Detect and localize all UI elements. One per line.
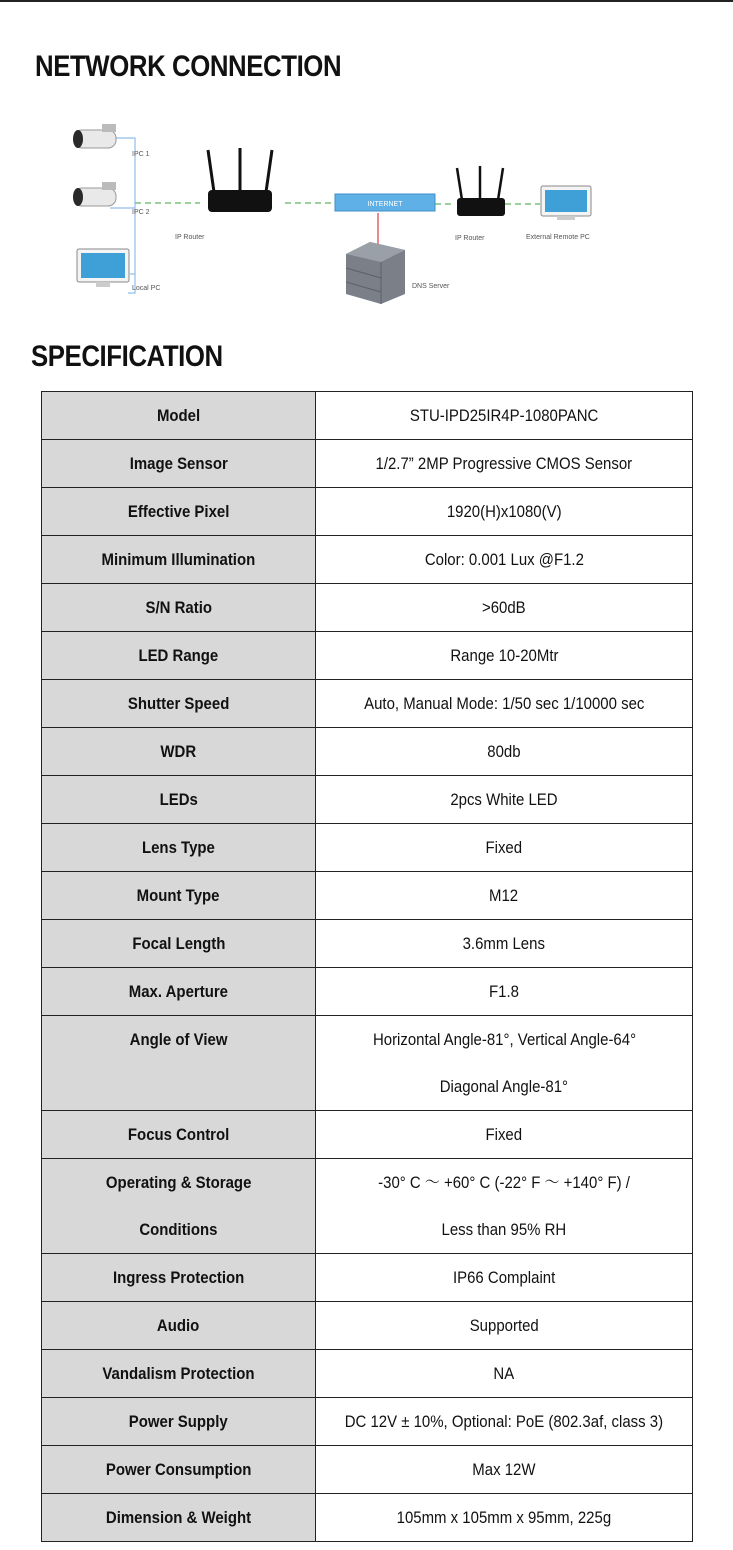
specification-table — [41, 391, 693, 1542]
spec-value: Max 12W — [472, 1460, 536, 1479]
spec-row — [42, 392, 693, 440]
dns-server-icon — [346, 242, 405, 304]
spec-value: 1/2.7” 2MP Progressive CMOS Sensor — [375, 454, 633, 473]
spec-value-cell — [316, 1111, 693, 1159]
local-pc-icon — [77, 249, 129, 287]
router-2-icon — [457, 166, 505, 216]
spec-value-cell — [316, 872, 693, 920]
spec-row — [42, 1494, 693, 1542]
spec-value-cell — [316, 776, 693, 824]
spec-row — [42, 632, 693, 680]
spec-label: Max. Aperture — [128, 982, 229, 1001]
specification-title: SPECIFICATION — [31, 340, 223, 373]
spec-label-line2: Conditions — [139, 1220, 218, 1239]
spec-label-cell — [42, 584, 316, 632]
spec-value-cell — [316, 968, 693, 1016]
network-connection-title: NETWORK CONNECTION — [35, 50, 342, 83]
spec-label: Mount Type — [137, 886, 220, 905]
spec-label-cell — [42, 536, 316, 584]
spec-label: Dimension & Weight — [105, 1508, 252, 1527]
spec-value-cell — [316, 920, 693, 968]
spec-label-cell — [42, 1494, 316, 1542]
router-1-icon — [208, 148, 272, 212]
spec-value: DC 12V ± 10%, Optional: PoE (802.3af, class 3) — [344, 1412, 664, 1431]
spec-row — [42, 776, 693, 824]
spec-label-cell — [42, 1350, 316, 1398]
spec-row — [42, 1350, 693, 1398]
spec-label-cell — [42, 1398, 316, 1446]
internet-label: INTERNET — [367, 201, 403, 208]
spec-value-cell — [316, 1159, 693, 1254]
spec-row — [42, 824, 693, 872]
dns-server-label: DNS Server — [412, 283, 450, 290]
network-diagram — [60, 118, 620, 308]
spec-value-cell — [316, 1494, 693, 1542]
spec-label: LED Range — [138, 646, 219, 665]
spec-label-cell — [42, 632, 316, 680]
spec-row — [42, 920, 693, 968]
spec-label: Model — [156, 406, 201, 425]
spec-label-cell — [42, 1254, 316, 1302]
spec-value-cell — [316, 1446, 693, 1494]
spec-value-cell — [316, 440, 693, 488]
router-1-label: IP Router — [175, 234, 205, 241]
spec-row — [42, 488, 693, 536]
spec-label-cell — [42, 920, 316, 968]
spec-value: Fixed — [485, 838, 523, 857]
spec-value-cell — [316, 680, 693, 728]
spec-row — [42, 1016, 693, 1111]
spec-label-cell — [42, 488, 316, 536]
spec-value: 3.6mm Lens — [462, 934, 546, 953]
spec-value-cell — [316, 584, 693, 632]
spec-value-cell — [316, 728, 693, 776]
spec-value: Fixed — [485, 1125, 523, 1144]
spec-value: Horizontal Angle-81°, Vertical Angle-64° — [372, 1030, 636, 1049]
spec-label-cell — [42, 1159, 316, 1254]
spec-value: F1.8 — [489, 982, 519, 1001]
internet-icon — [335, 194, 435, 211]
spec-value: IP66 Complaint — [452, 1268, 556, 1287]
spec-row — [42, 1254, 693, 1302]
top-rule — [0, 0, 733, 2]
spec-row — [42, 1302, 693, 1350]
external-pc-label: External Remote PC — [526, 234, 590, 241]
spec-row — [42, 680, 693, 728]
spec-value: Supported — [469, 1316, 539, 1335]
spec-value-line2: Diagonal Angle-81° — [439, 1077, 569, 1096]
spec-label: Effective Pixel — [127, 502, 230, 521]
spec-value-cell — [316, 1016, 693, 1111]
spec-row — [42, 1111, 693, 1159]
ipc1-label: IPC 1 — [132, 151, 150, 158]
spec-row — [42, 440, 693, 488]
spec-value-cell — [316, 824, 693, 872]
spec-value: Auto, Manual Mode: 1/50 sec 1/10000 sec — [363, 694, 645, 713]
spec-label-cell — [42, 1302, 316, 1350]
spec-label: Power Supply — [129, 1412, 228, 1431]
spec-value: NA — [493, 1364, 515, 1383]
spec-label: Image Sensor — [129, 454, 228, 473]
spec-label-cell — [42, 680, 316, 728]
spec-value: 1920(H)x1080(V) — [446, 502, 562, 521]
spec-row — [42, 1446, 693, 1494]
external-pc-icon — [541, 186, 591, 220]
spec-label: Vandalism Protection — [102, 1364, 255, 1383]
spec-label: WDR — [160, 742, 197, 761]
spec-row — [42, 872, 693, 920]
spec-label: Focal Length — [131, 934, 226, 953]
spec-value-cell — [316, 1398, 693, 1446]
spec-value: STU-IPD25IR4P-1080PANC — [409, 406, 599, 425]
spec-value-cell — [316, 1254, 693, 1302]
spec-value: Color: 0.001 Lux @F1.2 — [424, 550, 584, 569]
spec-value: 2pcs White LED — [450, 790, 558, 809]
spec-value-cell — [316, 1302, 693, 1350]
spec-label: Audio — [157, 1316, 200, 1335]
spec-row — [42, 1159, 693, 1254]
spec-label-cell — [42, 1016, 316, 1111]
spec-value-line2: Less than 95% RH — [441, 1220, 567, 1239]
ip-camera-1-icon — [73, 124, 116, 148]
spec-label-cell — [42, 776, 316, 824]
ip-camera-2-icon — [73, 182, 116, 206]
spec-value: -30° C ～ +60° C (-22° F ～ +140° F) / — [378, 1173, 630, 1192]
spec-value-cell — [316, 1350, 693, 1398]
spec-row — [42, 1398, 693, 1446]
spec-label: LEDs — [159, 790, 198, 809]
spec-value-cell — [316, 488, 693, 536]
spec-row — [42, 536, 693, 584]
spec-label: Operating & Storage — [105, 1173, 252, 1192]
spec-label: Power Consumption — [105, 1460, 252, 1479]
spec-label: Shutter Speed — [127, 694, 230, 713]
spec-label-cell — [42, 728, 316, 776]
spec-label-cell — [42, 440, 316, 488]
local-pc-label: Local PC — [132, 285, 161, 292]
spec-value: Range 10-20Mtr — [449, 646, 559, 665]
spec-label: Ingress Protection — [112, 1268, 245, 1287]
spec-value: >60dB — [482, 598, 526, 617]
spec-label-cell — [42, 392, 316, 440]
spec-label: Focus Control — [127, 1125, 230, 1144]
spec-value-cell — [316, 632, 693, 680]
spec-row — [42, 968, 693, 1016]
spec-value: M12 — [489, 886, 519, 905]
spec-row — [42, 728, 693, 776]
router-2-label: IP Router — [455, 235, 485, 242]
spec-value: 105mm x 105mm x 95mm, 225g — [396, 1508, 612, 1527]
spec-label-cell — [42, 824, 316, 872]
spec-label-cell — [42, 1446, 316, 1494]
spec-label: Minimum Illumination — [101, 550, 256, 569]
spec-label: S/N Ratio — [145, 598, 212, 617]
spec-label-cell — [42, 968, 316, 1016]
spec-label: Angle of View — [129, 1030, 228, 1049]
spec-value-cell — [316, 536, 693, 584]
ipc2-label: IPC 2 — [132, 209, 150, 216]
spec-value-cell — [316, 392, 693, 440]
spec-row — [42, 584, 693, 632]
spec-value: 80db — [487, 742, 521, 761]
spec-label-cell — [42, 872, 316, 920]
spec-label: Lens Type — [142, 838, 215, 857]
spec-label-cell — [42, 1111, 316, 1159]
